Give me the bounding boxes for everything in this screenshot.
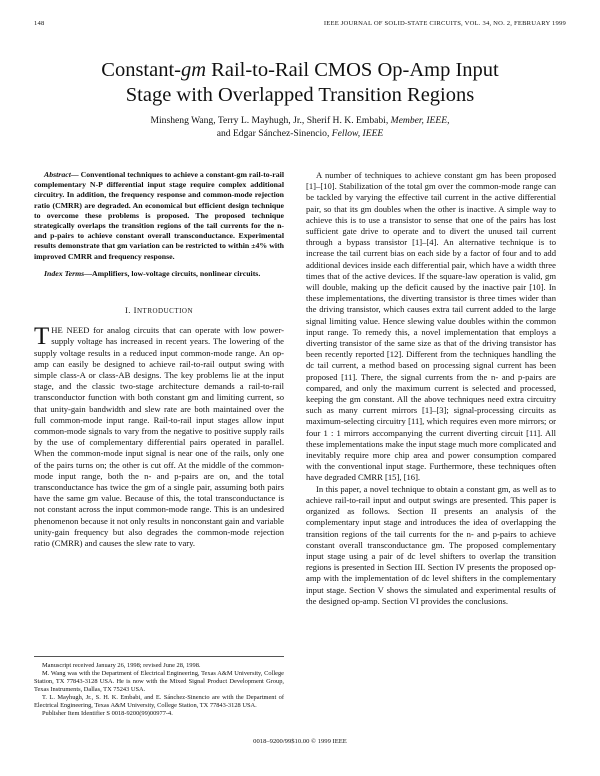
footnote: T. L. Mayhugh, Jr., S. H. K. Embabi, and E. Sánchez-Sinencio are with the Department of Electrical Engineering, Texas A&M University, College Station, TX 77843-3128 USA. [34, 694, 284, 709]
right-paragraph-1: A number of techniques to achieve constant gm has been proposed [1]–[10]. Stabilization of the total gm over the common-mode range can be tackled by varying the effective tail current in the active differential pair, so that its gm doubles when the other is inactive. A simple way to achieve this is to use a transistor to sense that one of the pairs has lost sufficient gate drive to operate and to divert the unused tail current through a bypass transistor [1]–[4]. An alternative technique is to increase the tail current bias on each side by a factor of four and to add additional devices inside each differential pair, which have a width three times that of the active devices. If the square-law operation is valid, gm will double, making up the deficit caused by the inactive pair [10]. In these implementations, the diverting transistor is three times wider than the driving transistor, which causes extra tail current added to the large signal limiting value. Hence slewing value doubles within the common input range. To remedy this, a novel implementation that employs a diverting transistor of the same size as that of the driving transistor has been recently reported [12]. Different from the techniques handling the dc tail current, a method based on processing signal current has been proposed [11]. There, the signal currents from the n- and p-pairs are compared, and only the maximum current is selected and processed, keeping the gm constant. All the above techniques need extra circuitry such as many current mirrors [1]–[3]; signal-processing circuits as maximum-selecting circuitry [11], which requires even more mirrors; or four 1 : 1 mirrors accompanying the current diverting circuit [11]. All these implementations make the input stage much more complicated and inevitably require more chip area and power consumption compared with the conventional input stage. Furthermore, these techniques often have degraded CMRR [15], [16]. [306, 170, 556, 483]
authors-grade1: Member, IEEE, [390, 115, 450, 126]
journal-name: IEEE JOURNAL OF SOLID-STATE CIRCUITS, VOL. 34, NO. 2, FEBRUARY 1999 [323, 20, 566, 27]
title-line1-before: Constant- [101, 59, 181, 81]
footnote: Manuscript received January 26, 1998; revised June 28, 1998. [42, 662, 201, 669]
footnotes [34, 662, 284, 718]
section-heading [34, 305, 284, 317]
authors-line2: and Edgar Sánchez-Sinencio, [216, 128, 332, 139]
dropcap: T [34, 323, 50, 351]
right-column [306, 170, 556, 607]
index-terms-label: Index Terms— [44, 268, 93, 278]
index-terms [34, 269, 284, 279]
footnote: Publisher Item Identifier S 0018-9200(99)00977-4. [42, 710, 173, 717]
title-line2: Stage with Overlapped Transition Regions [125, 84, 475, 106]
abstract [34, 170, 284, 262]
authors-grade2: Fellow, IEEE [331, 128, 384, 139]
paper-title [20, 58, 580, 108]
title-gm-symbol: gm [180, 59, 207, 81]
right-paragraph-2: In this paper, a novel technique to obtain a constant gm, as well as to achieve rail-to-rail input and output swings are presented. This paper is organized as follows. Section II presents an analysis of the complementary input stage and introduces the idea of overlapping the transition regions of the tail currents for the n- and p-pairs to achieve constant overall transconductance gm. The proposed complementary input stage using a pair of dc level shifters to overlap the transition regions is presented in Section III. Section IV presents the proposed op-amp with the implementation of dc level shifters in the complementary input stage. Section V shows the simulated and experimental results of the designed op-amp. Section VI provides the conclusions. [306, 483, 556, 606]
running-header [34, 20, 566, 27]
left-column [34, 170, 284, 549]
copyright-footer: 0018–9200/99$10.00 © 1999 IEEE [253, 738, 347, 745]
intro-paragraph [34, 325, 284, 549]
abstract-label: Abstract— [44, 170, 79, 179]
authors-line1: Minsheng Wang, Terry L. Mayhugh, Jr., Sherif H. K. Embabi, [150, 115, 391, 126]
section-number: I. [124, 305, 134, 316]
title-line1-after: Rail-to-Rail CMOS Op-Amp Input [206, 59, 499, 81]
footnote: M. Wang was with the Department of Electrical Engineering, Texas A&M University, College Station, TX 77843-3128 USA. He is now with the Mixed Signal Product Development Group, Texas Instruments, Dallas, TX 75243 USA. [34, 670, 284, 693]
section-title-first: I [133, 305, 137, 316]
section-title-rest: NTRODUCTION [136, 307, 194, 316]
abstract-text: Conventional techniques to achieve a constant-gm rail-to-rail complementary N-P differential input stage require complex additional circuitry. In addition, the frequency response and common-mode rejection ratio (CMRR) are degraded. An economical but efficient design technique to overcome these problems is proposed. The proposed technique strategically overlaps the transition regions of the tail currents for the n- and p-pairs to achieve constant overall transconductance. Experimental results demonstrate that gm variation can be restricted to within ±4% with improved CMRR and frequency response. [34, 170, 284, 261]
author-list [40, 114, 560, 140]
footnote-rule [34, 656, 284, 657]
page-number: 148 [34, 20, 45, 27]
index-terms-text: Amplifiers, low-voltage circuits, nonlinear circuits. [92, 268, 261, 278]
intro-text: HE NEED for analog circuits that can operate with low power-supply voltage has increased in recent years. The lowering of the supply voltage results in a reduced input common-mode range. An op-amp can easily be designed to achieve rail-to-rail output swing with simple class-A or class-AB designs. The key problems lie at the input stage, and the classic two-stage architecture demands a rail-to-rail transconductor function with both constant gm and limiting current, so that unity-gain bandwidth and slew rate are both maintained over the full common-mode input range. Rail-to-rail input stages allow input common-mode signals to vary from the negative to positive supply rails by the use of complementary differential pairs operated in parallel. When the common-mode input signal is near one of the rails, only one of the pairs turns on; the other is cut off. At the middle of the common-mode input range, both the n- and p-pairs are on, and the total transconductance has twice the gm of a single pair, assuming both pairs have the same gm value. Because of this, the total transconductance is not constant across the input common-mode range. This is an undesired phenomenon because it not only results in nonconstant gain and variable unity-gain frequency but also degrades the common-mode rejection ratio (CMRR) and causes the slew rate to vary. [34, 325, 284, 549]
